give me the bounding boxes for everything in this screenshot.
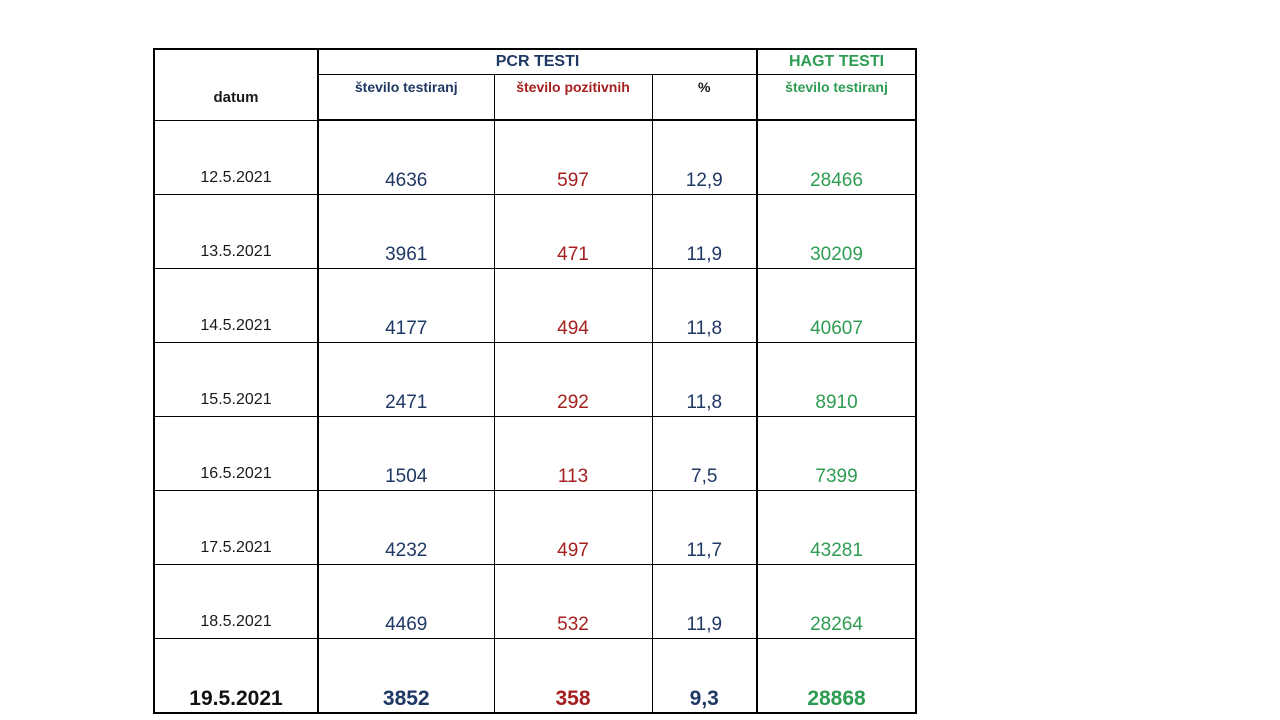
cell-pcr-positive: 532 — [494, 564, 652, 638]
cell-date: 13.5.2021 — [154, 194, 318, 268]
cell-pcr-positive: 471 — [494, 194, 652, 268]
cell-pcr-positive: 497 — [494, 490, 652, 564]
cell-percent: 9,3 — [652, 638, 757, 713]
covid-test-table-sheet — [153, 48, 915, 710]
cell-percent: 7,5 — [652, 416, 757, 490]
cell-pcr-tests: 3852 — [318, 638, 494, 713]
table-row — [154, 268, 916, 342]
header-datum: datum — [154, 49, 318, 120]
cell-date: 19.5.2021 — [154, 638, 318, 713]
cell-percent: 11,8 — [652, 268, 757, 342]
cell-hagt-tests: 28868 — [757, 638, 916, 713]
table-row — [154, 564, 916, 638]
cell-pcr-positive: 494 — [494, 268, 652, 342]
cell-percent: 11,9 — [652, 564, 757, 638]
cell-date: 17.5.2021 — [154, 490, 318, 564]
cell-hagt-tests: 8910 — [757, 342, 916, 416]
cell-pcr-tests: 4636 — [318, 120, 494, 194]
cell-pcr-tests: 4232 — [318, 490, 494, 564]
cell-pcr-positive: 292 — [494, 342, 652, 416]
cell-hagt-tests: 28466 — [757, 120, 916, 194]
cell-percent: 12,9 — [652, 120, 757, 194]
cell-date: 14.5.2021 — [154, 268, 318, 342]
table-row — [154, 342, 916, 416]
cell-pcr-tests: 2471 — [318, 342, 494, 416]
cell-hagt-tests: 43281 — [757, 490, 916, 564]
header-hagt-testi: HAGT TESTI — [757, 49, 916, 75]
cell-hagt-tests: 30209 — [757, 194, 916, 268]
cell-pcr-tests: 1504 — [318, 416, 494, 490]
cell-pcr-positive: 113 — [494, 416, 652, 490]
header-percent: % — [652, 75, 757, 121]
cell-pcr-tests: 3961 — [318, 194, 494, 268]
cell-date: 16.5.2021 — [154, 416, 318, 490]
cell-hagt-tests: 7399 — [757, 416, 916, 490]
cell-pcr-positive: 358 — [494, 638, 652, 713]
cell-hagt-tests: 40607 — [757, 268, 916, 342]
table-row — [154, 416, 916, 490]
cell-hagt-tests: 28264 — [757, 564, 916, 638]
table-row — [154, 490, 916, 564]
header-pcr-stevilo-pozitivnih: število pozitivnih — [494, 75, 652, 121]
cell-date: 12.5.2021 — [154, 120, 318, 194]
covid-test-table — [153, 48, 917, 714]
cell-pcr-tests: 4469 — [318, 564, 494, 638]
cell-date: 15.5.2021 — [154, 342, 318, 416]
header-group-row — [154, 49, 916, 75]
header-pcr-stevilo-testiranj: število testiranj — [318, 75, 494, 121]
cell-pcr-positive: 597 — [494, 120, 652, 194]
header-hagt-stevilo-testiranj: število testiranj — [757, 75, 916, 121]
cell-date: 18.5.2021 — [154, 564, 318, 638]
cell-percent: 11,7 — [652, 490, 757, 564]
cell-pcr-tests: 4177 — [318, 268, 494, 342]
table-row-latest — [154, 638, 916, 713]
table-row — [154, 194, 916, 268]
table-row — [154, 120, 916, 194]
cell-percent: 11,8 — [652, 342, 757, 416]
cell-percent: 11,9 — [652, 194, 757, 268]
header-pcr-testi: PCR TESTI — [318, 49, 757, 75]
